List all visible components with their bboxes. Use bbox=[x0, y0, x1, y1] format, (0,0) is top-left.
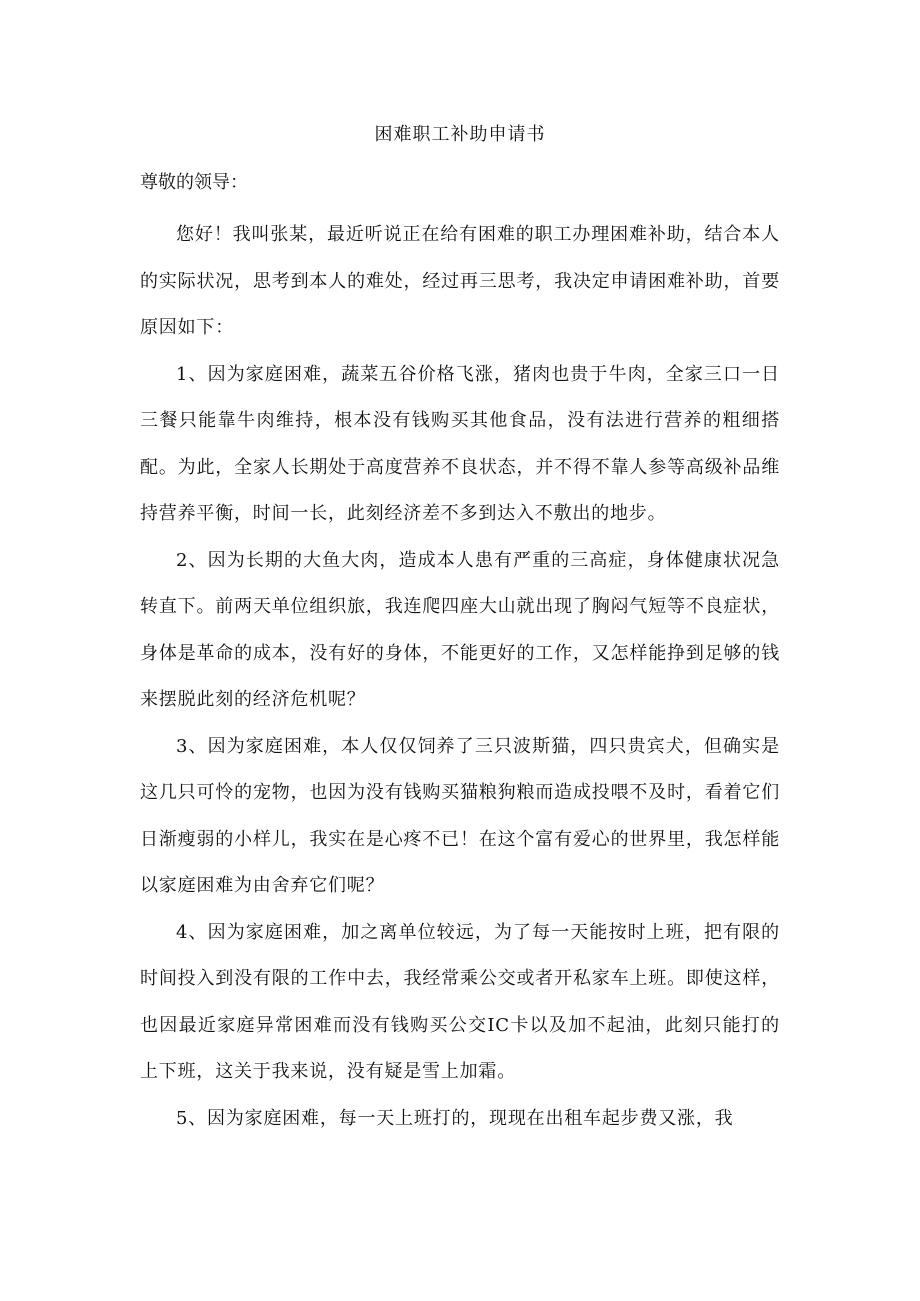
paragraph-reason-5: 5、因为家庭困难，每一天上班打的，现现在出租车起步费又涨，我 bbox=[176, 1107, 734, 1129]
document-title: 困难职工补助申请书 bbox=[374, 124, 546, 145]
paragraph-reason-3: 3、因为家庭困难，本人仅仅饲养了三只波斯猫，四只贵宾犬，但确实是这几只可怜的宠物，也因为没有钱购买猫粮狗粮而造成投喂不及时，看着它们日渐瘦弱的小样儿，我实在是心疼不已！在这个富有爱心的世界里，我怎样能以家庭困难为由舍弃它们呢？ bbox=[140, 735, 780, 896]
salutation: 尊敬的领导： bbox=[140, 172, 248, 193]
document-body bbox=[140, 212, 780, 1142]
paragraph-reason-1: 1、因为家庭困难，蔬菜五谷价格飞涨，猪肉也贵于牛肉，全家三口一日三餐只能靠牛肉维持，根本没有钱购买其他食品，没有法进行营养的粗细搭配。为此，全家人长期处于高度营养不良状态，并不得不靠人参等高级补品维持营养平衡，时间一长，此刻经济差不多到达入不敷出的地步。 bbox=[140, 363, 780, 524]
paragraph-reason-4: 4、因为家庭困难，加之离单位较远，为了每一天能按时上班，把有限的时间投入到没有限的工作中去，我经常乘公交或者开私家车上班。即使这样，也因最近家庭异常困难而没有钱购买公交IC卡以及加不起油，此刻只能打的上下班，这关于我来说，没有疑是雪上加霜。 bbox=[140, 921, 780, 1082]
paragraph-reason-2: 2、因为长期的大鱼大肉，造成本人患有严重的三高症，身体健康状况急转直下。前两天单位组织旅，我连爬四座大山就出现了胸闷气短等不良症状，身体是革命的成本，没有好的身体，不能更好的工作，又怎样能挣到足够的钱来摆脱此刻的经济危机呢？ bbox=[140, 549, 780, 710]
paragraph-intro: 您好！我叫张某，最近听说正在给有困难的职工办理困难补助，结合本人的实际状况，思考到本人的难处，经过再三思考，我决定申请困难补助，首要原因如下： bbox=[140, 224, 780, 338]
